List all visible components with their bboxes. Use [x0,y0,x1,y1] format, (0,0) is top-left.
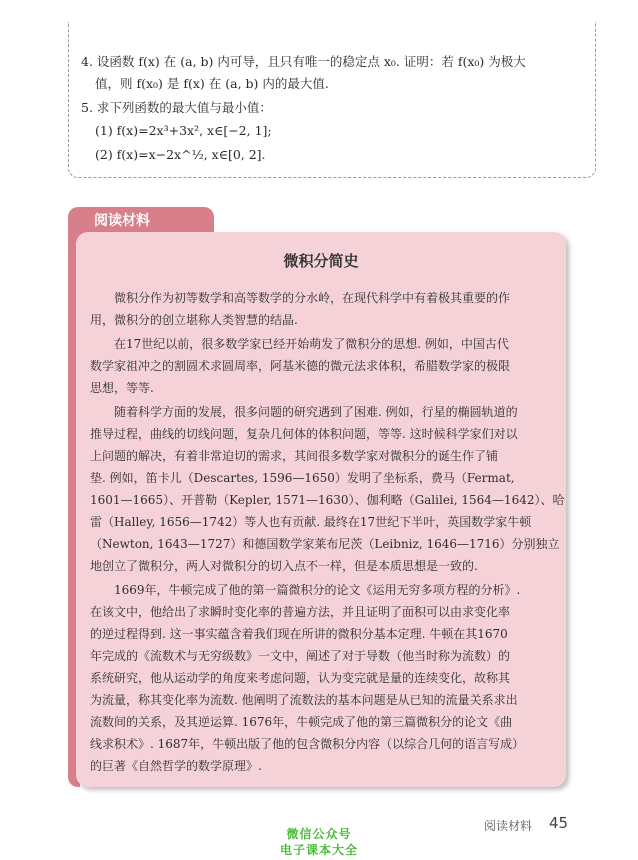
article-line: 流数间的关系，及其逆运算. 1676年，牛顿完成了他的第三篇微积分的论文《曲 [90,715,513,729]
article-line: 垫. 例如，笛卡儿（Descartes, 1596—1650）发明了坐标系，费马（Fermat, [90,471,515,485]
article-line: 1669年，牛顿完成了他的第一篇微积分的论文《运用无穷多项方程的分析》. [90,583,521,597]
exercise-5-part-2: (2) f(x)=x−2x^½, x∈[0, 2]. [95,147,266,162]
article-line: 1601—1665）、开普勒（Kepler, 1571—1630）、伽利略（Galilei, 1564—1642）、哈 [90,493,565,507]
article-line: 数学家祖冲之的割圆术求圆周率，阿基米德的微元法求体积，希腊数学家的极限 [90,359,511,373]
article-line: 微积分作为初等数学和高等数学的分水岭，在现代科学中有着极其重要的作 [90,291,511,305]
article-line: 用，微积分的创立堪称人类智慧的结晶. [90,313,298,327]
exercise-5-line-1: 5. 求下列函数的最大值与最小值： [81,100,272,115]
article-line: 为流量，称其变化率为流数. 他阐明了流数法的基本问题是从已知的流量关系求出 [90,693,518,707]
article-line: （Newton, 1643—1727）和德国数学家莱布尼茨（Leibniz, 1646—1716）分别独立 [90,537,560,551]
watermark-line-1: 微信公众号 [286,827,352,841]
article-line: 在17世纪以前，很多数学家已经开始萌发了微积分的思想. 例如，中国古代 [90,337,509,351]
article-line: 思想，等等. [90,381,154,395]
article-line: 系统研究，他从运动学的角度来考虑问题，认为变完就是量的连续变化，故称其 [90,671,511,685]
exercise-5-part-1: (1) f(x)=2x³+3x², x∈[−2, 1]; [95,123,272,138]
article-line: 在该文中，他给出了求瞬时变化率的普遍方法，并且证明了面积可以由求变化率 [90,605,511,619]
article-line: 的逆过程得到. 这一事实蕴含着我们现在所讲的微积分基本定理. 牛顿在其1670 [90,627,508,641]
article-line: 推导过程，曲线的切线问题，复杂几何体的体积问题，等等. 这时候科学家们对以 [90,427,518,441]
article-title: 微积分简史 [283,252,359,270]
footer-section-label: 阅读材料 [484,819,533,833]
article-line: 地创立了微积分，两人对微积分的切入点不一样，但是本质思想是一致的. [90,559,478,573]
exercise-4-line-1: 4. 设函数 f(x) 在 (a, b) 内可导，且只有唯一的稳定点 x₀. 证明：若 f(x₀) 为极大 [81,54,526,69]
article-line: 线求积术》. 1687年，牛顿出版了他的包含微积分内容（以综合几何的语言写成） [90,737,525,751]
exercise-4-line-2: 值，则 f(x₀) 是 f(x) 在 (a, b) 内的最大值. [95,76,329,91]
page-number: 45 [549,814,569,832]
article-line: 雷（Halley, 1656—1742）等人也有贡献. 最终在17世纪下半叶，英国数学家牛顿 [90,515,532,529]
article-line: 的巨著《自然哲学的数学原理》. [90,759,262,773]
watermark-line-2: 电子课本大全 [279,843,358,857]
article-line: 年完成的《流数术与无穷级数》一文中，阐述了对于导数（他当时称为流数）的 [90,649,511,663]
article-line: 随着科学方面的发展，很多问题的研究遇到了困难. 例如，行星的椭圆轨道的 [90,405,518,419]
article-line: 上问题的解决，有着非常迫切的需求，其间很多数学家对微积分的诞生作了铺 [90,449,499,463]
reading-tab: 阅读材料 [68,207,214,237]
exercise-box [68,22,596,178]
reading-panel [76,232,566,787]
